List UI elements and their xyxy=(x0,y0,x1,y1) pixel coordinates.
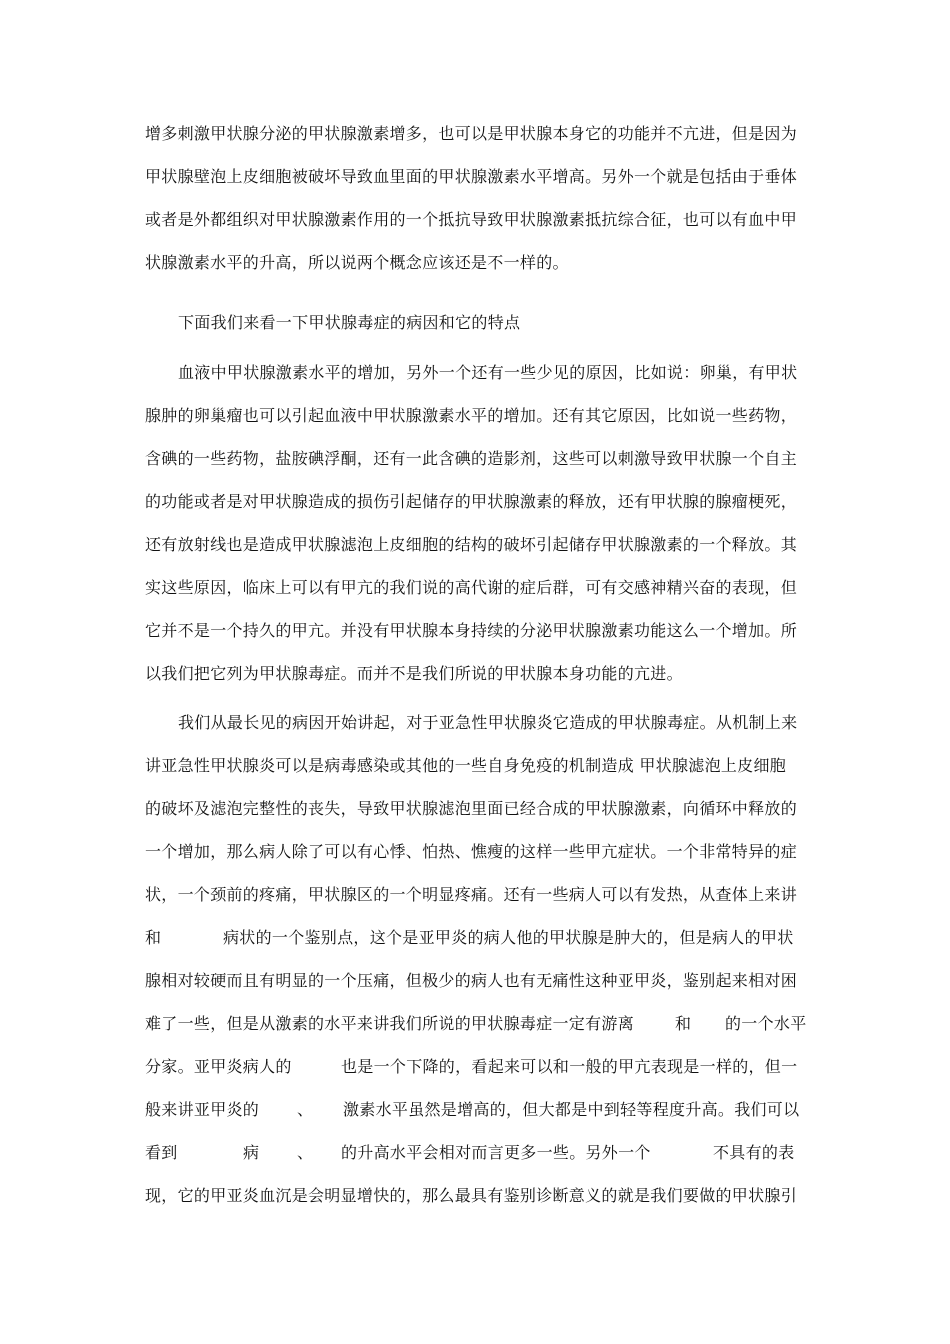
paragraph-1-line-1: 增多刺激甲状腺分泌的甲状腺激素增多，也可以是甲状腺本身它的功能并不亢进，但是因为 xyxy=(145,124,798,143)
text-segment: 般来讲亚甲炎的 xyxy=(145,1100,260,1119)
text-segment: 和 xyxy=(675,1014,692,1033)
paragraph-3-line-5: 还有放射线也是造成甲状腺滤泡上皮细胞的结构的破坏引起储存甲状腺激素的一个释放。其 xyxy=(145,535,798,554)
paragraph-4-line-3: 的破坏及滤泡完整性的丧失，导致甲状腺滤泡里面已经合成的甲状腺激素，向循环中释放的 xyxy=(145,799,798,818)
text-segment: 、 xyxy=(297,1143,314,1162)
text-segment: 的一个水平 xyxy=(725,1014,807,1033)
paragraph-4-line-5: 状，一个颈前的疼痛，甲状腺区的一个明显疼痛。还有一些病人可以有发热，从查体上来讲 xyxy=(145,885,798,904)
paragraph-3-line-1: 血液中甲状腺激素水平的增加，另外一个还有一些少见的原因，比如说：卵巢，有甲状 xyxy=(178,363,798,382)
paragraph-3-line-3: 含碘的一些药物，盐胺碘浮酮，还有一此含碘的造影剂，这些可以刺激导致甲状腺一个自主 xyxy=(145,449,798,468)
text-segment: 腺相对较硬而且有明显的一个压痛，但极少的病人也有无痛性这种亚甲炎，鉴别起来相对困 xyxy=(145,971,798,990)
text-segment: 看到 xyxy=(145,1143,178,1162)
paragraph-4-line-2: 讲亚急性甲状腺炎可以是病毒感染或其他的一些自身免疫的机制造成 甲状腺滤泡上皮细胞 xyxy=(145,756,787,775)
text-segment: 、 xyxy=(297,1100,314,1119)
text-segment: 不具有的表 xyxy=(713,1143,795,1162)
text-segment: 难了一些，但是从激素的水平来讲我们所说的甲状腺毒症一定有游离 xyxy=(145,1014,635,1033)
text-segment: 激素水平虽然是增高的，但大都是中到轻等程度升高。我们可以 xyxy=(343,1100,800,1119)
text-segment: 也是一个下降的，看起来可以和一般的甲亢表现是一样的，但一 xyxy=(341,1057,798,1076)
paragraph-1-line-3: 或者是外都组织对甲状腺激素作用的一个抵抗导致甲状腺激素抵抗综合征，也可以有血中甲 xyxy=(145,210,798,229)
paragraph-3-line-7: 它并不是一个持久的甲亢。并没有甲状腺本身持续的分泌甲状腺激素功能这么一个增加。所 xyxy=(145,621,798,640)
paragraph-2-line-1: 下面我们来看一下甲状腺毒症的病因和它的特点 xyxy=(178,313,521,332)
paragraph-3-line-6: 实这些原因，临床上可以有甲亢的我们说的高代谢的症后群，可有交感神精兴奋的表现，但 xyxy=(145,578,798,597)
text-segment: 分家。亚甲炎病人的 xyxy=(145,1057,292,1076)
text-segment: 病 xyxy=(243,1143,260,1162)
text-segment: 病状的一个鉴别点，这个是亚甲炎的病人他的甲状腺是肿大的，但是病人的甲状 xyxy=(223,928,794,947)
paragraph-3-line-8: 以我们把它列为甲状腺毒症。而并不是我们所说的甲状腺本身功能的亢进。 xyxy=(145,664,683,683)
paragraph-4-line-1: 我们从最长见的病因开始讲起，对于亚急性甲状腺炎它造成的甲状腺毒症。从机制上来 xyxy=(178,713,798,732)
text-segment: 和 xyxy=(145,928,162,947)
text-segment: 的升高水平会相对而言更多一些。另外一个 xyxy=(341,1143,651,1162)
paragraph-1-line-4: 状腺激素水平的升高，所以说两个概念应该还是不一样的。 xyxy=(145,253,569,272)
paragraph-1-line-2: 甲状腺壁泡上皮细胞被破坏导致血里面的甲状腺激素水平增高。另外一个就是包括由于垂体 xyxy=(145,167,798,186)
text-segment: 现，它的甲亚炎血沉是会明显增快的，那么最具有鉴别诊断意义的就是我们要做的甲状腺引 xyxy=(145,1186,798,1205)
paragraph-3-line-2: 腺肿的卵巢瘤也可以引起血液中甲状腺激素水平的增加。还有其它原因，比如说一些药物， xyxy=(145,406,798,425)
paragraph-4-line-4: 一个增加，那么病人除了可以有心悸、怕热、憔瘦的这样一些甲亢症状。一个非常特异的症 xyxy=(145,842,798,861)
paragraph-3-line-4: 的功能或者是对甲状腺造成的损伤引起储存的甲状腺激素的释放，还有甲状腺的腺瘤梗死， xyxy=(145,492,798,511)
